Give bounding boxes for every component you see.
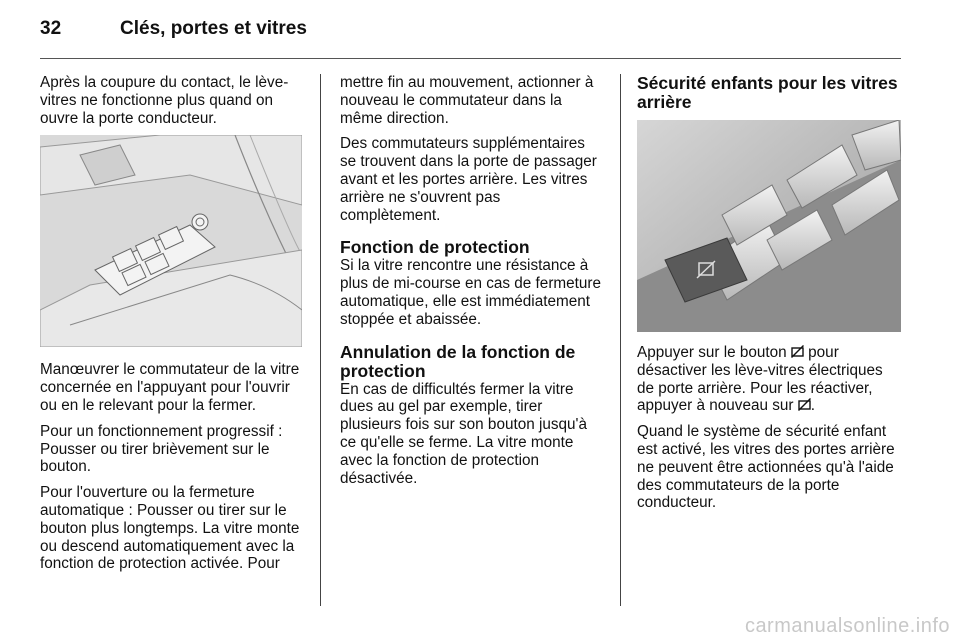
- heading-protection: Fonction de protection: [340, 237, 530, 258]
- column-left: [40, 74, 302, 581]
- press-button-text-a: Appuyer sur le bouton: [637, 344, 787, 361]
- child-lock-icon: [798, 398, 811, 411]
- paragraph-child-safety-active: Quand le système de sécurité enfant est activé, les vitres des portes arrière ne peuvent être actionnées qu'à l'aide des commutateurs de la porte conducteur.: [637, 423, 895, 512]
- column-middle: [340, 74, 602, 495]
- paragraph-press-button: [637, 344, 901, 415]
- child-lock-switch-photo: [637, 120, 901, 332]
- column-divider-1: [320, 74, 321, 606]
- paragraph-automatic: Pour l'ouverture ou la fermeture automatique : Pousser ou tirer sur le bouton plus longtemps. La vitre monte ou descend automatiquement avec la fonction de protection activée. Pour: [40, 484, 300, 573]
- heading-child-safety: Sécurité enfants pour les vitres arrière: [637, 73, 898, 112]
- chapter-title: Clés, portes et vitres: [120, 18, 307, 39]
- column-divider-2: [620, 74, 621, 606]
- paragraph-stop-movement: mettre fin au mouvement, actionner à nouveau le commutateur dans la même direction.: [340, 74, 594, 127]
- page-number: 32: [40, 18, 62, 39]
- press-button-text-b: pour désactiver les lève-vitres électriques de porte arrière. Pour les réactiver, appuyer à nouveau sur: [637, 344, 883, 415]
- paragraph-additional-switches: Des commutateurs supplémentaires se trouvent dans la porte de passager avant et les portes arrière. Les vitres arrière ne s'ouvrent pas complètement.: [340, 135, 597, 224]
- heading-cancel-protection: Annulation de la fonction de protection: [340, 341, 576, 381]
- paragraph-cancel-protection: En cas de difficultés fermer la vitre dues au gel par exemple, tirer plusieurs fois sur son bouton jusqu'à ce qu'elle se ferme. La vitre monte avec la fonction de protection désactivée.: [340, 380, 587, 487]
- paragraph-protection: Si la vitre rencontre une résistance à plus de mi-course en cas de fermeture automatique, elle est immédiatement stoppée et abaissée.: [340, 257, 602, 328]
- paragraph-operate: Manœuvrer le commutateur de la vitre concernée en l'appuyant pour l'ouvrir ou en le relevant pour la fermer.: [40, 361, 300, 414]
- header-rule: [40, 58, 901, 59]
- door-switch-illustration: [40, 135, 302, 347]
- paragraph-progressive: Pour un fonctionnement progressif : Pousser ou tirer brièvement sur le bouton.: [40, 422, 283, 476]
- column-right: [637, 74, 901, 520]
- child-lock-icon: [791, 345, 804, 358]
- footer-watermark: carmanualsonline.info: [744, 615, 950, 637]
- intro-paragraph: Après la coupure du contact, le lève-vitres ne fonctionne plus quand on ouvre la porte conducteur.: [40, 74, 289, 127]
- press-button-text-c: .: [810, 397, 815, 415]
